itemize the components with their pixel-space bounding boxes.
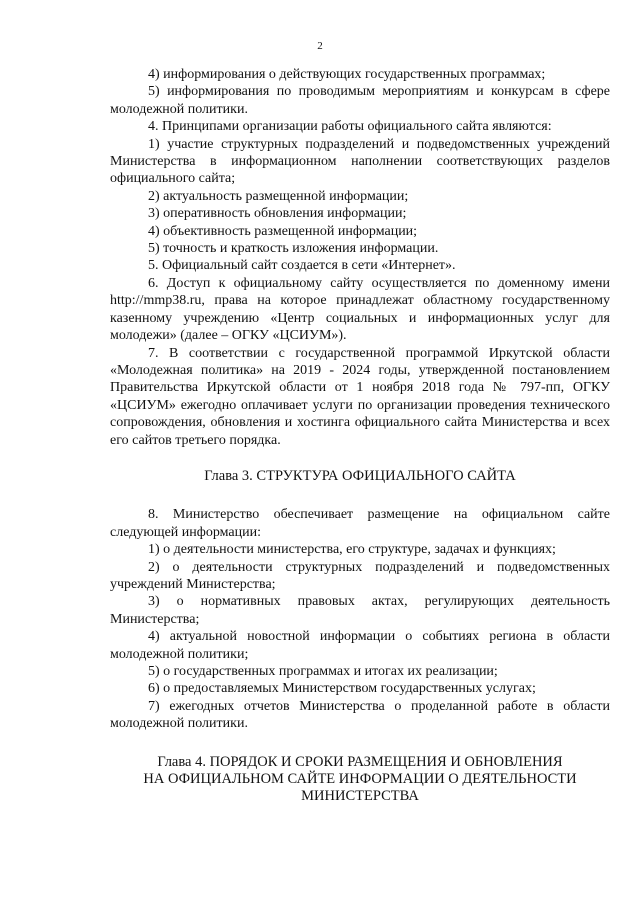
page-number: 2 <box>317 40 323 52</box>
paragraph: 5. Официальный сайт создается в сети «Интернет». <box>148 258 456 274</box>
paragraph: 2) о деятельности структурных подразделений и подведомственных учреждений Министерства; <box>110 559 610 592</box>
paragraph: 7) ежегодных отчетов Министерства о проделанной работе в области молодежной политики. <box>110 698 610 732</box>
document-body <box>110 66 610 806</box>
paragraph: 1) о деятельности министерства, его структуре, задачах и функциях; <box>148 542 556 558</box>
paragraph: 2) актуальность размещенной информации; <box>148 188 409 204</box>
chapter-3-heading: Глава 3. СТРУКТУРА ОФИЦИАЛЬНОГО САЙТА <box>204 467 516 484</box>
paragraph: 4) информирования о действующих государственных программах; <box>148 67 546 82</box>
chapter-4-heading-line: МИНИСТЕРСТВА <box>301 788 419 805</box>
chapter-4-heading-line: НА ОФИЦИАЛЬНОМ САЙТЕ ИНФОРМАЦИИ О ДЕЯТЕЛЬНОСТИ <box>143 771 577 788</box>
paragraph: 4) объективность размещенной информации; <box>148 223 418 239</box>
paragraph: 3) о нормативных правовых актах, регулирующих деятельность Министерства; <box>110 594 610 627</box>
paragraph: 5) информирования по проводимым мероприятиям и конкурсам в сфере молодежной политики. <box>110 84 610 117</box>
paragraph: 8. Министерство обеспечивает размещение на официальном сайте следующей информации: <box>110 507 610 540</box>
paragraph: 7. В соответствии с государственной программой Иркутской области «Молодежная политика» на 2019 - 2024 годы, утвержденной постановлением Правительства Иркутской области от 1 ноября 2018 года № 797-пп, ОГКУ «ЦСИУМ» ежегодно оплачивает услуги по организации проведения технического сопровождения, обновления и хостинга официального сайта Министерства и всех его сайтов третьего порядка. <box>110 345 610 448</box>
chapter-4-heading <box>110 754 610 806</box>
paragraph: 6. Доступ к официальному сайту осуществляется по доменному имени http://mmp38.ru, права на которое принадлежат областному государственному казенному учреждению «Центр социальных и информационных услуг для молодежи» (далее – ОГКУ «ЦСИУМ»). <box>110 275 610 344</box>
paragraph: 1) участие структурных подразделений и подведомственных учреждений Министерства в информационном наполнении соответствующих разделов официального сайта; <box>110 136 610 187</box>
paragraph: 4. Принципами организации работы официального сайта являются: <box>148 119 552 135</box>
paragraph: 5) точность и краткость изложения информации. <box>148 241 439 257</box>
chapter-4-heading-line: Глава 4. ПОРЯДОК И СРОКИ РАЗМЕЩЕНИЯ И ОБНОВЛЕНИЯ <box>157 753 563 770</box>
paragraph: 3) оперативность обновления информации; <box>148 206 407 222</box>
paragraph: 4) актуальной новостной информации о событиях региона в области молодежной политики; <box>110 629 610 662</box>
paragraph: 6) о предоставляемых Министерством государственных услугах; <box>148 681 536 697</box>
paragraph: 5) о государственных программах и итогах их реализации; <box>148 664 498 679</box>
